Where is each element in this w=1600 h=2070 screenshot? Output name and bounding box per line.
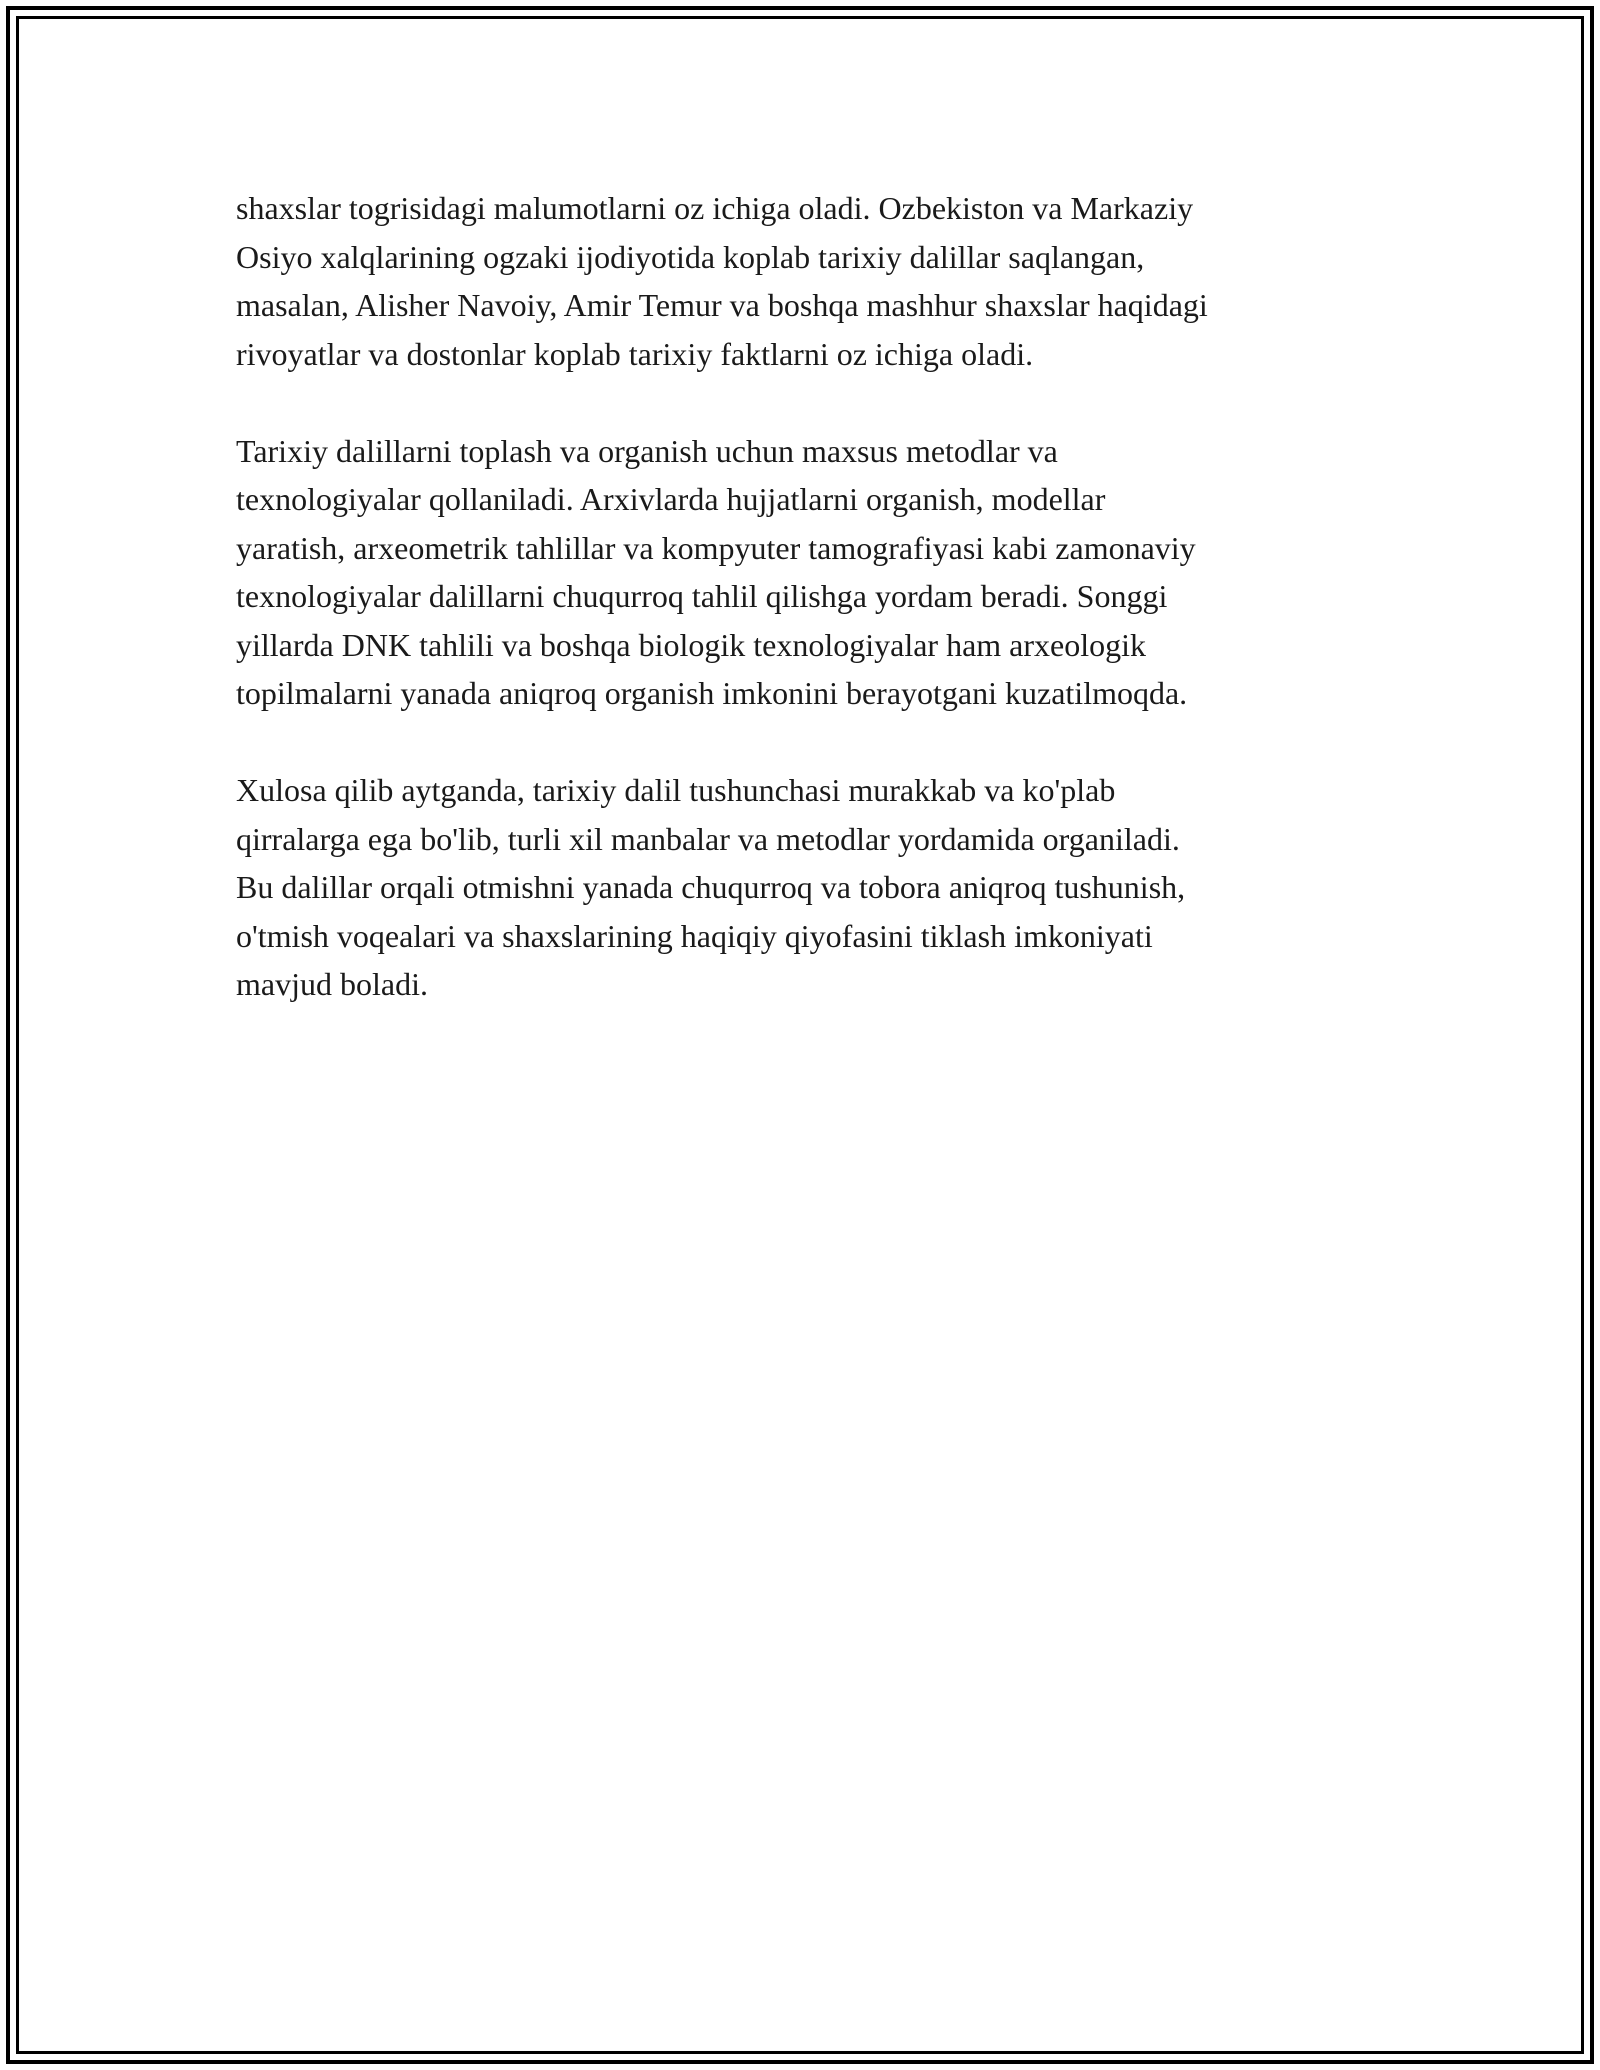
document-body (236, 184, 1376, 1009)
paragraph-research-methods: Tarixiy dalillarni toplash va organish uchun maxsus metodlar va texnologiyalar qollaniladi. Arxivlarda hujjatlarni organish, modellar yaratish, arxeometrik tahlillar va kompyuter tamografiyasi kabi zamonaviy texnologiyalar dalillarni chuqurroq tahlil qilishga yordam beradi. Songgi yillarda DNK tahlili va boshqa biologik texnologiyalar ham arxeologik topilmalarni yanada aniqroq organish imkonini berayotgani kuzatilmoqda. (236, 432, 1196, 711)
paragraph-oral-tradition: shaxslar togrisidagi malumotlarni oz ichiga oladi. Ozbekiston va Markaziy Osiyo xalqlarining ogzaki ijodiyotida koplab tarixiy dalillar saqlangan, masalan, Alisher Navoiy, Amir Temur va boshqa mashhur shaxslar haqidagi rivoyatlar va dostonlar koplab tarixiy faktlarni oz ichiga oladi. (236, 190, 1208, 372)
paragraph-conclusion: Xulosa qilib aytganda, tarixiy dalil tushunchasi murakkab va ko'plab qirralarga ega bo'lib, turli xil manbalar va metodlar yordamida organiladi. Bu dalillar orqali otmishni yanada chuqurroq va tobora aniqroq tushunish, o'tmish voqealari va shaxslarining haqiqiy qiyofasini tiklash imkoniyati mavjud boladi. (236, 772, 1186, 1002)
